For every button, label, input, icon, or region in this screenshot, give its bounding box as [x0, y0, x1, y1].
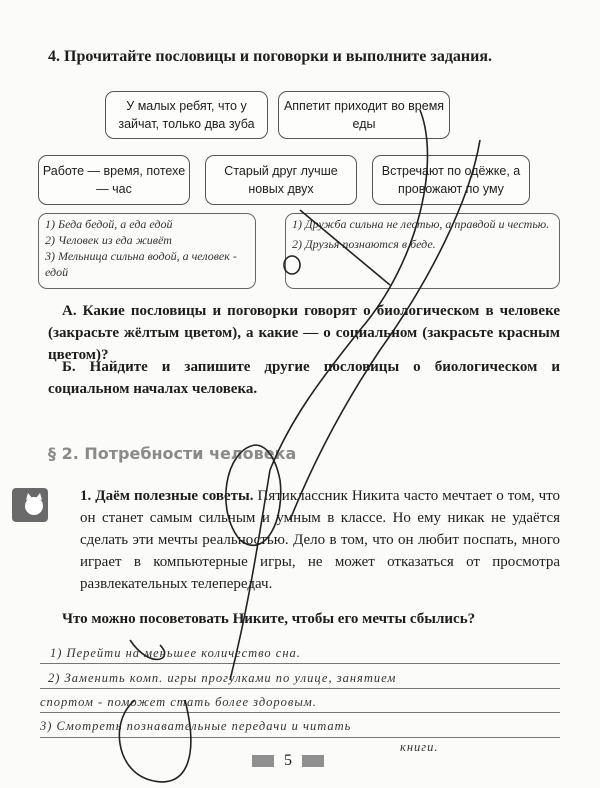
handwritten-answers-biological [38, 213, 256, 289]
writing-line [40, 663, 560, 664]
proverb-card: Старый друг лучше новых двух [205, 155, 357, 205]
proverb-card: Встречают по одёжке, а провожают по уму [372, 155, 530, 205]
handwritten-answer: 1) Перейти на меньшее количество сна. [50, 646, 301, 660]
handwritten-answer: 3) Смотреть познавательные передачи и читать [40, 719, 352, 733]
task4-title: 4. Прочитайте пословицы и поговорки и выполните задания. [48, 48, 492, 65]
proverb-card: Работе — время, потехе — час [38, 155, 190, 205]
handwritten-answer: спортом - поможет стать более здоровым. [40, 695, 317, 709]
handwritten-answer: 2) Заменить комп. игры прогулками по улице, занятием [48, 671, 397, 685]
handwritten-line: 2) Человек из еда живёт [45, 233, 172, 247]
proverb-card: Аппетит приходит во время еды [278, 91, 450, 139]
writing-line [40, 737, 560, 738]
handwritten-answer: книги. [400, 740, 439, 754]
writing-line [40, 688, 560, 689]
proverb-card: У малых ребят, что у зайчат, только два зуба [105, 91, 268, 139]
handwritten-answers-social [285, 213, 560, 289]
section-heading: § 2. Потребности человека [48, 444, 297, 463]
cat-icon [12, 488, 48, 522]
page-number-text: 5 [284, 752, 292, 769]
task1-body: Пятиклассник Никита часто мечтает о том, что он станет самым сильным и умным в классе. Но ему никак не удаётся сделать эти мечты реальностью. Дело в том, что он любит поспать, много играет в компьютерные игры, не может отказаться от просмотра развлекательных телепередач. [80, 488, 561, 592]
handwritten-line: 2) Друзья познаются в беде. [292, 237, 436, 251]
handwritten-line: 1) Дружба сильна не лестью, а правдой и честью. [292, 217, 550, 231]
task1-lead: 1. Даём полезные советы. [80, 488, 254, 504]
handwritten-line: 1) Беда бедой, а еда едой [45, 217, 173, 231]
page-marker-left [252, 755, 274, 767]
handwritten-line: 3) Мельница сильна водой, а человек - едой [45, 249, 237, 279]
task4-part-a: А. Какие пословицы и поговорки говорят о биологическом в человеке (закрасьте жёлтым цветом), а какие — о социальном (закрасьте красным цветом)? [48, 303, 560, 363]
page-marker-right [302, 755, 324, 767]
task1-text [80, 485, 560, 595]
writing-line [40, 712, 560, 713]
page-number [252, 752, 324, 770]
task1-question: Что можно посоветовать Никите, чтобы его мечты сбылись? [62, 611, 476, 627]
task4-part-b: Б. Найдите и запишите другие пословицы о биологическом и социальном началах человека. [48, 359, 560, 397]
